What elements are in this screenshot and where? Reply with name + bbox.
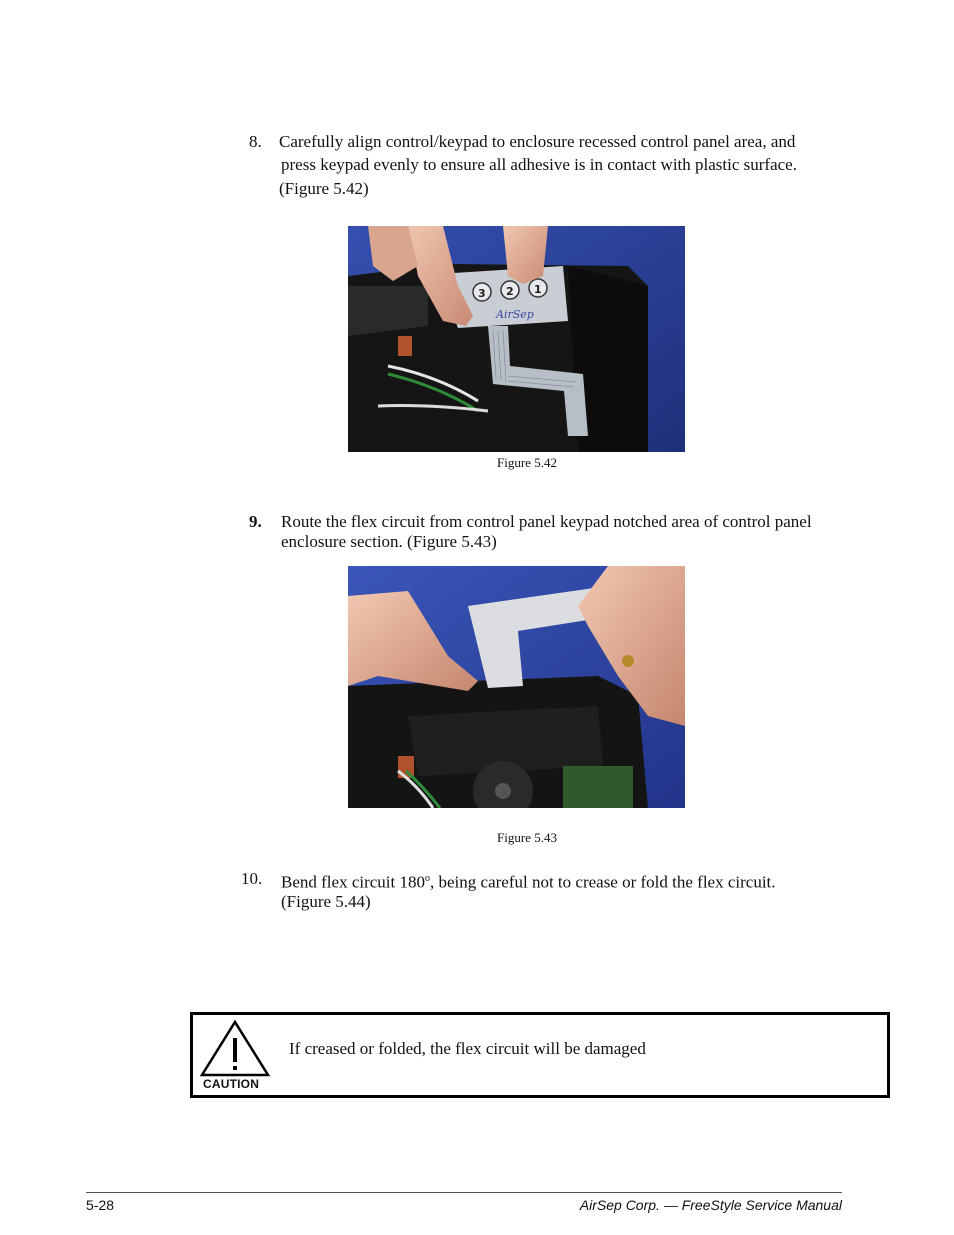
figure-caption: Figure 5.42	[497, 455, 557, 470]
warning-triangle-icon	[199, 1019, 271, 1077]
step-number: 10.	[241, 869, 263, 888]
step-number: 8.	[249, 132, 262, 151]
step-text-line: Route the flex circuit from control panel keypad notched area of control panel	[281, 512, 812, 531]
page-number: 5-28	[86, 1197, 115, 1213]
footer-title: AirSep Corp. — FreeStyle Service Manual	[579, 1197, 842, 1213]
footer-divider	[86, 1192, 842, 1193]
caution-text: If creased or folded, the flex circuit will be damaged	[289, 1039, 646, 1058]
step-text-line: enclosure section. (Figure 5.43)	[281, 532, 497, 551]
keypad-key-label: 2	[506, 285, 514, 298]
flex-routing-illustration	[348, 566, 685, 808]
step-text-line: (Figure 5.42)	[279, 179, 369, 198]
step-text-line: Carefully align control/keypad to enclosure recessed control panel area, and	[279, 132, 796, 151]
step-text-line: press keypad evenly to ensure all adhesive is in contact with plastic surface.	[281, 155, 797, 174]
figure-5-42-photo	[348, 226, 685, 452]
keypad-alignment-illustration	[348, 226, 685, 452]
degree-sup: o	[425, 873, 430, 884]
figure-5-43-photo	[348, 566, 685, 808]
step-text-line: (Figure 5.44)	[281, 892, 371, 911]
figure-caption: Figure 5.43	[497, 830, 557, 845]
keypad-key-label: 3	[478, 287, 486, 300]
keypad-key-label: 1	[534, 283, 542, 296]
caution-label: CAUTION	[203, 1077, 260, 1091]
step-text-segment: , being careful not to crease or fold the flex circuit.	[430, 872, 776, 892]
caution-box	[190, 1012, 890, 1098]
step-number: 9.	[249, 512, 262, 531]
keypad-logo: AirSep	[496, 308, 534, 321]
step-text-segment: Bend flex circuit 180	[281, 872, 425, 892]
